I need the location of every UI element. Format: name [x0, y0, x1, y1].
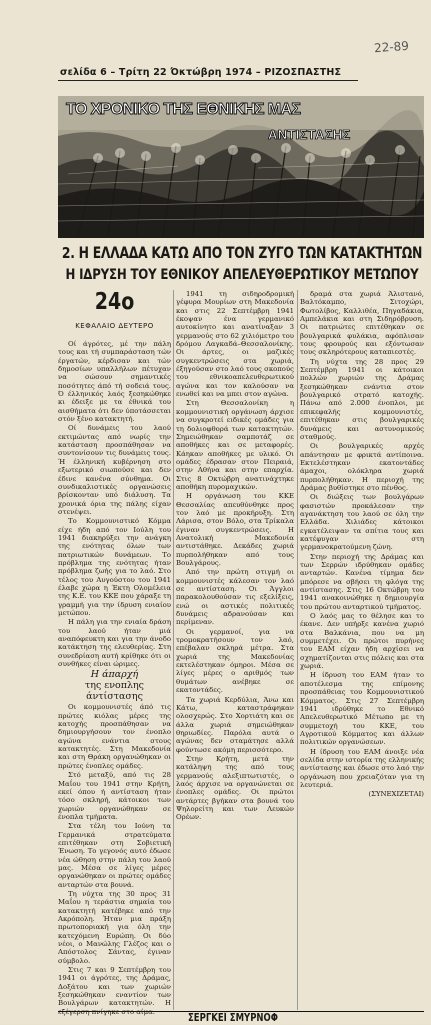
- paragraph: Στα τέλη του Ιούνη τα Γερμανικά στρατεύματα επιτέθηκαν στη Σοβιετική Ένωση. Το γεγονός αυτό έδωσε νέα ώθηση στην πάλη του λαού μας. Μέσα σε λίγες μέρες οργανώθηκαν οι πρώτες ομάδες ανταρτών στα βουνά.: [58, 822, 171, 889]
- chapter-label: ΚΕΦΑΛΑΙΟ ΔΕΥΤΕΡΟ: [75, 322, 154, 330]
- article-column-3: [300, 290, 424, 1010]
- banner-title-line1: ΤΟ ΧΡΟΝΙΚΟ ΤΗΣ ΕΘΝΙΚΗΣ ΜΑΣ: [66, 101, 301, 118]
- installment-number: 24ο: [94, 288, 135, 316]
- paragraph: Οί άγρότες, μέ την πάλη τους και τή συμπαράσταση τών έργατών, κέρδισαν και τών δημοσίων υπαλλήλων πέτυχαν να σώσουν σημαντικές ποσότητες άπό τή σοδειά τους. Ό έλληνικός λαός ξεσηκώθηκε κι έδειξε με τα έθνικά του αισθήματα ότι δεν ύποτάσσεται στόν ξένο κατακτητή.: [58, 340, 171, 424]
- sub-headline: Η ΙΔΡΥΣΗ ΤΟΥ ΕΘΝΙΚΟΥ ΑΠΕΛΕΥΘΕΡΩΤΙΚΟΥ ΜΕΤΩΠΟΥ: [65, 266, 419, 283]
- paragraph: 1941 τη σιδηροδρομική γέφυρα Μουρίων στη Μακεδονία και στις 22 Σεπτέμβρη 1941 έκοψαν ένα γερμανικό αυτοκίνητο και ανατίναξαν 3 γερμανούς στο 62 χιλιόμετρο του δρόμου Λαγκαδά–Θεσσαλονίκης. Οι άρτες, οι μαζικές συγκεντρώσεις στα χωριά, έξηγούσαν στο λαό τους σκοπούς του εθνικοαπελευθερωτικού αγώνα και τον καλούσαν να ενωθεί και να μπει στον αγώνα.: [176, 290, 294, 399]
- paragraph: Τα χωριά Κερδύλια, Άνω και Κάτω, καταστράφηκαν ολοσχερώς. Στο Χορτιάτη και σε άλλα χωριά σημειώθηκαν θηριωδίες. Παρόλα αυτά ο αγώνας δεν σταμάτησε αλλά φούντωσε ακόμη περισσότερο.: [176, 695, 294, 754]
- paragraph: Στην περιοχή της Δράμας και των Σερρών ιδρύθηκαν ομάδες ανταρτών. Κανένα τίμημα δεν μπόρεσε να σβήσει τη φλόγα της αντίστασης. Στις 16 Οκτώβρη του 1941 ανακοινώθηκε η δημιουργία του πρώτου ανταρτικού τμήματος.: [300, 552, 424, 611]
- paragraph: Οί δυνάμεις του λαού εκτιμώντας από νωρίς την κατάσταση προσπάθησαν να συντονίσουν τις δυνάμεις τους. Ή έλληνική κυβέρνηση στο εξωτερικό σιωπούσε και δεν έδινε κανένα σύνθημα. Οι συνδικαλιστικές οργανώσεις βρίσκονταν υπό διάλυση. Τα χρονικά όρια της πάλης είχαν στενέψει.: [58, 424, 171, 516]
- handwritten-note: 22-89: [373, 38, 410, 56]
- paragraph: Στη Θεσσαλονίκη η κομμουνιστική οργάνωση άρχισε να συγκροτεί ειδικές ομάδες για τη δολιοφθορά των κατακτητών. Σημειώθηκαν σαμποτάζ σε αποθήκες και σε μεταφορές. Κάηκαν αποθήκες με υλικό. Οι ομάδες έδρασαν στον Πειραιά, στην Αθήνα και στην επαρχία. Στις 8 Οκτώβρη ανατινάχτηκε αποθήκη πυρομαχικών.: [176, 399, 294, 491]
- continued-label: (ΣΥΝΕΧΙΖΕΤΑΙ): [368, 790, 424, 799]
- paragraph: Από την πρώτη στιγμή οι κομμουνιστές κάλεσαν τον λαό σε αντίσταση. Οι Άγγλοι παρακολουθούσαν τις εξελίξεις, ενώ οι αστικές πολιτικές δυνάμεις αδρανούσαν και περίμεναν.: [176, 568, 294, 627]
- paragraph: Οι διώξεις των βουλγάρων φασιστών προκάλεσαν την αγανάκτηση του λαού σε όλη την Ελλάδα. Χιλιάδες κάτοικοι εγκατέλειψαν τα σπίτια τους και κατέφυγαν στη γερμανοκρατούμενη ζώνη.: [300, 493, 424, 552]
- paragraph: Οι κομμουνιστές άπό τις πρώτες κιόλας μέρες της κατοχής προσπάθησαν να δημιουργήσουν τον ένοπλο αγώνα ενάντια στους κατακτητές. Στη Μακεδονία και στη Θράκη οργανώθηκαν οι πρώτες ένοπλες ομάδες.: [58, 703, 171, 770]
- running-head-rule: [58, 80, 358, 81]
- paragraph: Το Κομμουνιστικό Κόμμα είχε ήδη από τον Ιούλη του 1941 διακηρύξει την ανάγκη της ενότητας όλων των πατριωτικών δυνάμεων. Το πρόβλημα της ενότητας ήταν πρόβλημα ζωής για το λαό. Στο τέλος του Αυγούστου του 1941 έλαβε χώρα η Έκτη Ολομέλεια της Κ.Ε. του ΚΚΕ που χάραξε τη γραμμή για την ίδρυση ενιαίου μετώπου.: [58, 517, 171, 617]
- article-column-2: [176, 290, 294, 1010]
- paragraph: Η οργάνωση του ΚΚΕ Θεσσαλίας απευθύνθηκε προς τον λαό με προκήρυξη. Στη Λάρισα, στον Βόλο, στα Τρίκαλα έγιναν συγκεντρώσεις. Η Ανατολική Μακεδονία αντιστάθηκε. Δεκάδες χωριά πυρπολήθηκαν από τους Βουλγάρους.: [176, 492, 294, 567]
- paragraph: Στό μεταξύ, από τις 28 Μαΐου του 1941 στην Κρήτη, εκεί όπου ή αντίσταση ήταν τόσο σκληρή, κάτοικοι των χωριών οργανώθηκαν σε ένοπλα τμήματα.: [58, 771, 171, 821]
- main-headline: 2. Η ΕΛΛΑΔΑ ΚΑΤΩ ΑΠΟ ΤΟΝ ΖΥΓΟ ΤΩΝ ΚΑΤΑΚΤΗΤΩΝ: [61, 243, 423, 262]
- banner-title-line2: ΑΝΤΙΣΤΑΣΗΣ: [268, 127, 351, 142]
- paragraph: Στην Κρήτη, μετά την κατάληψη της από τους γερμανούς αλεξιπτωτιστές, ο λαός άρχισε να οργανώνεται σε ένοπλες ομάδες. Οι πρώτοι αντάρτες βγήκαν στα βουνά του Ψηλορείτη και των Λευκών Ορέων.: [176, 754, 294, 822]
- paragraph: Τη νύχτα της 30 προς 31 Μαΐου η τεράστια σημαία του κατακτητή κατέβηκε από την Ακρόπολη. Ήταν μια πράξη πρωτοποριακή για όλη την κατεχόμενη Ευρώπη. Οι δύο νέοι, ο Μανώλης Γλέζος και ο Απόστολος Σάντας, έγιναν σύμβολο.: [58, 889, 171, 965]
- next-article-header: [58, 1011, 424, 1025]
- footer-author: ΣΕΡΓΚΕΪ ΣΜΥΡΝΟΦ: [188, 1012, 278, 1025]
- paragraph: Τη νύχτα της 28 προς 29 Σεπτέμβρη 1941 οι κάτοικοι πολλών χωριών της Δράμας ξεσηκώθηκαν ενάντια στον βουλγαρικό στρατό κατοχής. Πάνω από 2.000 ένοπλοι, με επικεφαλής κομμουνιστές, επιτέθηκαν στις βουλγαρικές δυνάμεις και αστυνομικούς σταθμούς.: [300, 357, 424, 441]
- paragraph: Η πάλη για την ενιαία δράση του λαού ήταν μιά αναπόφευκτη και για την άνοδο κατάκτηση της ελευθερίας. Στη συνεδρίαση αυτή κρίθηκε ότι οι συνθήκες είναι ώριμες.: [58, 618, 171, 669]
- paragraph: Η ίδρυση του ΕΑΜ άνοιξε νέα σελίδα στην ιστορία της ελληνικής αντίστασης και έδωσε στο λαό την οργάνωση που χρειαζόταν για τη λευτεριά.: [300, 747, 424, 789]
- article-column-1: [58, 340, 171, 1016]
- paragraph: Στις 7 και 9 Σεπτέμβρη του 1941 οι άγρότες, της Δράμας, Δοξάτου και των χωριών ξεσηκώθηκαν εναντίον των Βουλγάρων κατακτητών. Η εξέγερση πνίγηκε στο αίμα.: [58, 966, 171, 1016]
- paragraph: Οι βουλγαρικές αρχές απάντησαν με φρικτά αντίποινα. Εκτελέστηκαν εκατοντάδες άμαχοι, ολόκληρα χωριά πυρπολήθηκαν. Η περιοχή της Δράμας βυθίστηκε στο πένθος.: [300, 442, 424, 492]
- column-divider: [297, 290, 298, 1010]
- running-head: σελίδα 6 – Τρίτη 22 Όκτώβρη 1974 – ΡΙΖΟΣΠΑΣΤΗΣ: [60, 67, 342, 78]
- subhead-line-1: Η άπαρχή: [90, 669, 139, 681]
- paragraph: δραμά στα χωριά Άλιστανό, Βαλτόκαμπο, Σιτοχώρι, Φωτολίβος, Καλλιθέα, Πηγαδάκια, Αμπελάκια και στη Σιδηρόβρυση. Οι πατριώτες επιτέθηκαν σε βουλγαρικά φυλάκια, αφόπλισαν τους φρουρούς και εξόντωσαν τους σκληρότερους καταπιεστές.: [300, 290, 424, 357]
- subhead-line-2: της ενοπλης άντίστασης: [85, 680, 144, 703]
- paragraph: Η ίδρυση του ΕΑΜ ήταν το αποτέλεσμα της επίμονης προσπάθειας του Κομμουνιστικού Κόμματος. Στις 27 Σεπτέμβρη 1941 ιδρύθηκε το Εθνικό Απελευθερωτικό Μέτωπο με τη συμμετοχή του ΚΚΕ, του Αγροτικού Κόμματος και άλλων πολιτικών οργανώσεων.: [300, 671, 424, 747]
- column-divider: [173, 290, 174, 1010]
- section-subhead: [58, 669, 171, 702]
- paragraph: Οι γερμανοί, για να τρομοκρατήσουν τον λαό, επέβαλαν σκληρά μέτρα. Στα χωριά της Μακεδονίας εκτελέστηκαν όμηροι. Μέσα σε λίγες μέρες ο αριθμός των θυμάτων ανέβηκε σε εκατοντάδες.: [176, 627, 294, 695]
- paragraph: Ο λαός μας το θέλησε και το έκανε. Δεν υπήρξε κανένα χωριό στα Βαλκάνια, που να μη συμμετέχει. Οι πρώτοι πυρήνες του ΕΑΜ είχαν ήδη αρχίσει να σχηματίζονται στις πόλεις και στα χωριά.: [300, 612, 424, 671]
